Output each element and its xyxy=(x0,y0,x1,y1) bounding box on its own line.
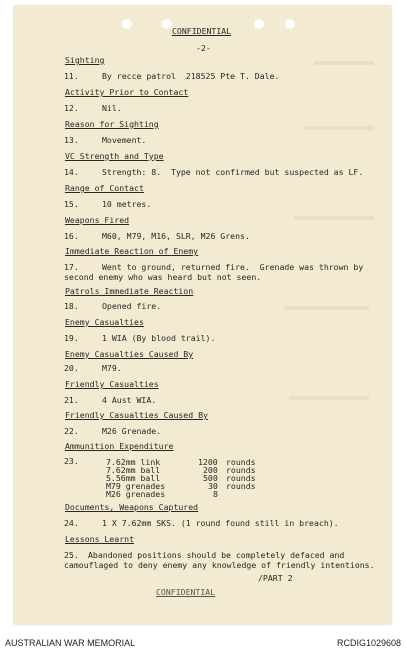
document-page xyxy=(14,6,391,624)
bleed-through xyxy=(289,396,369,400)
section-heading: Immediate Reaction of Enemy xyxy=(65,246,199,256)
punch-hole xyxy=(285,19,295,29)
para-text: camouflaged to deny enemy any knowledge of friendly intentions. xyxy=(64,560,375,570)
bleed-through xyxy=(304,126,374,130)
section-heading: Reason for Sighting xyxy=(65,119,159,129)
section-heading: Range of Contact xyxy=(65,183,144,193)
para-number: 18. xyxy=(64,301,79,311)
section-heading: Weapons Fired xyxy=(65,215,130,225)
section-heading: VC Strength and Type xyxy=(65,151,164,161)
section-heading: Sighting xyxy=(65,55,105,65)
ammo-unit: rounds xyxy=(226,465,256,475)
para-number: 24. xyxy=(64,518,79,528)
para-text: Abandoned positions should be completely defaced and xyxy=(88,550,345,560)
para-number: 16. xyxy=(64,231,79,241)
para-text: M79. xyxy=(102,363,122,373)
ammo-item: 7.62mm link xyxy=(106,457,161,467)
classification-footer: CONFIDENTIAL xyxy=(156,587,216,597)
archive-name: AUSTRALIAN WAR MEMORIAL xyxy=(5,638,136,648)
para-number: 23. xyxy=(64,456,79,466)
continuation-marker: /PART 2 xyxy=(258,573,293,583)
ammo-unit: rounds xyxy=(226,457,256,467)
para-text: 10 metres. xyxy=(102,199,152,209)
ammo-qty: 200 xyxy=(203,465,218,475)
para-text: By recce patrol 218525 Pte T. Dale. xyxy=(102,71,280,81)
punch-hole xyxy=(254,19,264,29)
section-heading: Ammunition Expenditure xyxy=(65,441,174,451)
section-heading: Friendly Casualties Caused By xyxy=(65,410,208,420)
ammo-qty: 500 xyxy=(203,473,218,483)
para-text: second enemy who was heard but not seen. xyxy=(64,272,262,282)
section-heading: Activity Prior to Contact xyxy=(65,87,189,97)
para-number: 12. xyxy=(64,103,79,113)
ammo-unit: rounds xyxy=(226,481,256,491)
bleed-through xyxy=(314,61,374,65)
ammo-qty: 1200 xyxy=(198,457,218,467)
bleed-through xyxy=(294,216,374,220)
para-number: 19. xyxy=(64,333,79,343)
section-heading: Patrols Immediate Reaction xyxy=(65,286,194,296)
para-text: 1 X 7.62mm SKS. (1 round found still in breach). xyxy=(102,518,339,528)
para-number: 25. xyxy=(64,550,79,560)
section-heading: Documents, Weapons Captured xyxy=(65,502,199,512)
page-number: -2- xyxy=(196,43,211,53)
para-text: M60, M79, M16, SLR, M26 Grens. xyxy=(102,231,250,241)
ammo-qty: 30 xyxy=(208,481,218,491)
classification-header: CONFIDENTIAL xyxy=(172,26,232,36)
section-heading: Enemy Casualties xyxy=(65,317,144,327)
para-text: Strength: 8. Type not confirmed but suspected as LF. xyxy=(102,167,364,177)
ammo-item: 7.62mm ball xyxy=(106,465,161,475)
archive-footer xyxy=(0,627,407,653)
para-text: 4 Aust WIA. xyxy=(102,395,157,405)
ammo-item: 5.56mm ball xyxy=(106,473,161,483)
section-heading: Enemy Casualties Caused By xyxy=(65,349,194,359)
para-number: 11. xyxy=(64,71,79,81)
punch-hole xyxy=(162,19,172,29)
para-number: 20. xyxy=(64,363,79,373)
para-number: 22. xyxy=(64,426,79,436)
para-number: 14. xyxy=(64,167,79,177)
ammo-unit: rounds xyxy=(226,473,256,483)
section-heading: Lessons Learnt xyxy=(65,534,135,544)
ammo-qty: 8 xyxy=(213,489,218,499)
bleed-through xyxy=(284,306,369,310)
archive-id: RCDIG1029608 xyxy=(336,638,401,648)
ammo-item: M79 grenades xyxy=(106,481,166,491)
para-text: M26 Grenade. xyxy=(102,426,162,436)
para-number: 15. xyxy=(64,199,79,209)
para-number: 17. xyxy=(64,262,79,272)
ammo-item: M26 grenades xyxy=(106,489,166,499)
para-text: Opened fire. xyxy=(102,301,162,311)
para-text: Nil. xyxy=(102,103,122,113)
para-number: 13. xyxy=(64,135,79,145)
para-text: Movement. xyxy=(102,135,147,145)
para-number: 21. xyxy=(64,395,79,405)
para-text: 1 WIA (By blood trail). xyxy=(102,333,216,343)
para-text: Went to ground, returned fire. Grenade was thrown by xyxy=(102,262,364,272)
section-heading: Friendly Casualties xyxy=(65,379,159,389)
punch-hole xyxy=(122,19,132,29)
